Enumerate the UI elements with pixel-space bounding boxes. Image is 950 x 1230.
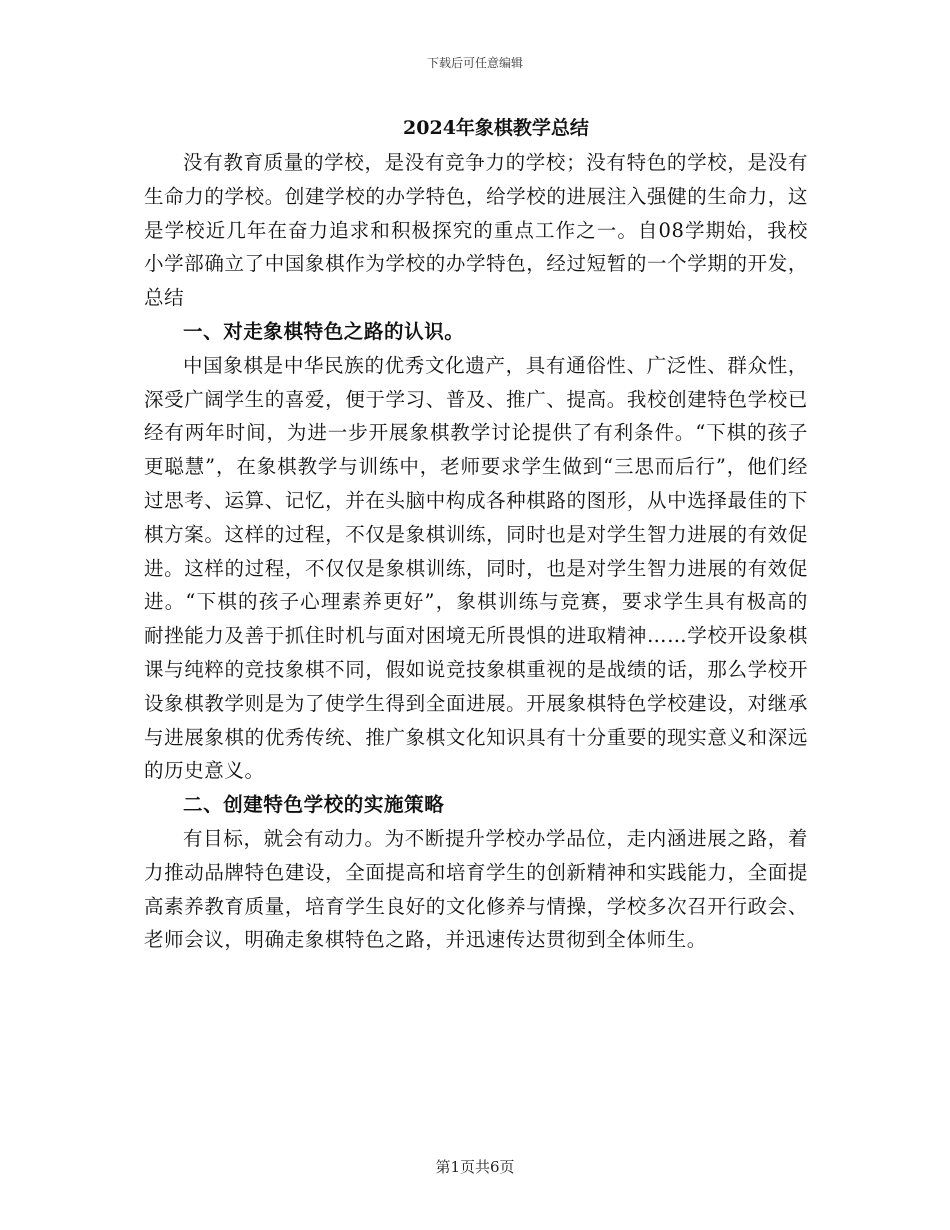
section-2-heading: 二、创建特色学校的实施策略 — [183, 793, 445, 817]
page-header-note: 下载后可任意编辑 — [426, 56, 523, 70]
document-body — [144, 110, 808, 957]
document-title: 2024年象棋教学总结 — [403, 117, 589, 139]
section-2-paragraph: 有目标，就会有动力。为不断提升学校办学品位，走内涵进展之路，着力推动品牌特色建设，全面提高和培育学生的创新精神和实践能力，全面提高素养教育质量，培育学生良好的文化修养与情操，学校多次召开行政会、老师会议，明确走象棋特色之路，并迅速传达贯彻到全体师生。 — [144, 826, 808, 952]
section-1-paragraph: 中国象棋是中华民族的优秀文化遗产，具有通俗性、广泛性、群众性，深受广阔学生的喜爱，便于学习、普及、推广、提高。我校创建特色学校已经有两年时间，为进一步开展象棋教学讨论提供了有利条件。“下棋的孩子更聪慧”，在象棋教学与训练中，老师要求学生做到“三思而后行”，他们经过思考、运算、记忆，并在头脑中构成各种棋路的图形，从中选择最佳的下棋方案。这样的过程，不仅是象棋训练，同时也是对学生智力进展的有效促进。这样的过程，不仅仅是象棋训练，同时，也是对学生智力进展的有效促进。“下棋的孩子心理素养更好”，象棋训练与竞赛，要求学生具有极高的耐挫能力及善于抓住时机与面对困境无所畏惧的进取精神……学校开设象棋课与纯粹的竞技象棋不同，假如说竞技象棋重视的是战绩的话，那么学校开设象棋教学则是为了使学生得到全面进展。开展象棋特色学校建设，对继承与进展象棋的优秀传统、推广象棋文化知识具有十分重要的现实意义和深远的历史意义。 — [144, 353, 808, 783]
intro-paragraph: 没有教育质量的学校，是没有竞争力的学校；没有特色的学校，是没有生命力的学校。创建学校的办学特色，给学校的进展注入强健的生命力，这是学校近几年在奋力追求和积极探究的重点工作之一。自08学期始，我校小学部确立了中国象棋作为学校的办学特色，经过短暂的一个学期的开发，总结 — [144, 151, 808, 310]
section-1-heading: 一、对走象棋特色之路的认识。 — [183, 319, 465, 343]
page-number: 第1页共6页 — [435, 1158, 515, 1176]
